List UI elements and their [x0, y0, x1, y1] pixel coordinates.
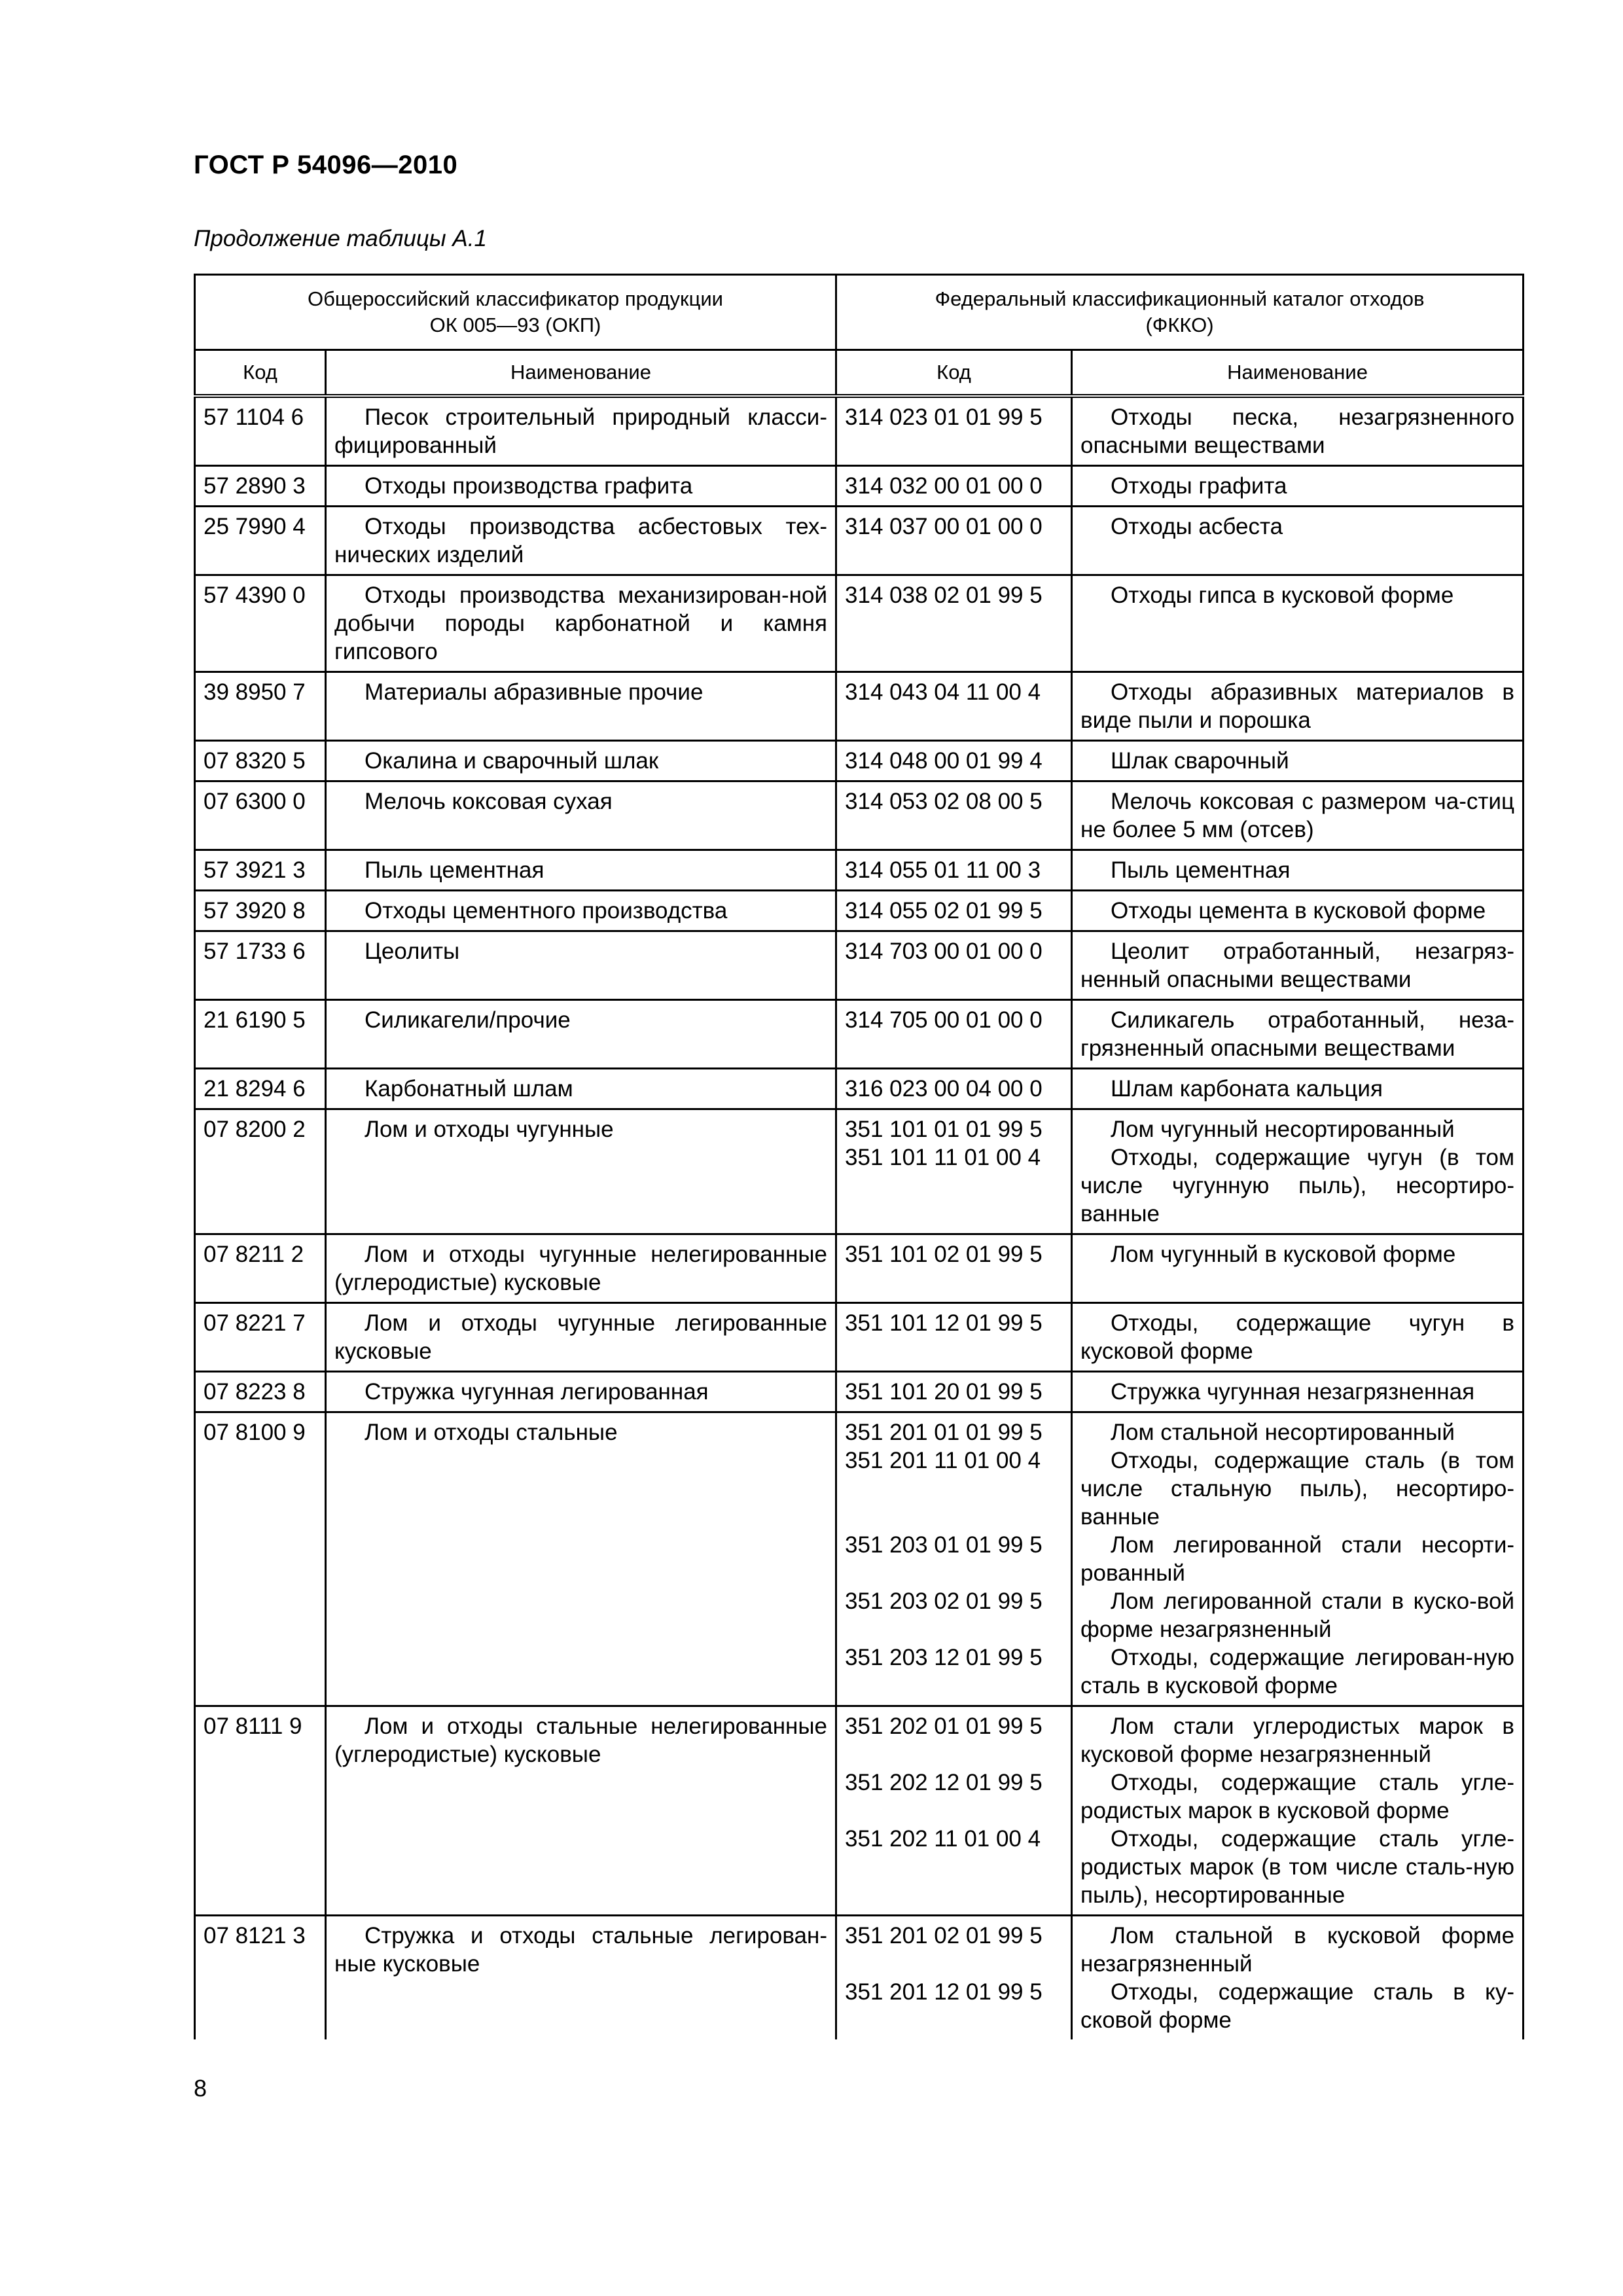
- fkko-code-cell: [836, 931, 1072, 1000]
- fkko-name: Отходы, содержащие сталь угле-родистых марок (в том числе сталь-ную пыль), несортированные: [1080, 1826, 1515, 1908]
- okp-name-cell: Лом и отходы стальные: [326, 1412, 836, 1706]
- fkko-name: Лом легированной стали несорти-рованный: [1080, 1532, 1515, 1586]
- okp-code-cell: 57 4390 0: [195, 575, 326, 672]
- fkko-code-cell: [836, 507, 1072, 575]
- fkko-name-cell: [1072, 396, 1524, 466]
- fkko-name-cell: [1072, 672, 1524, 741]
- fkko-code: 314 038 02 01 99 5: [845, 583, 1043, 608]
- fkko-code: 351 101 20 01 99 5: [845, 1379, 1043, 1405]
- table-row: [195, 1109, 1524, 1234]
- okp-code-cell: 07 8121 3: [195, 1916, 326, 2040]
- col-okp-code: Код: [195, 350, 326, 397]
- fkko-code: 351 202 11 01 00 4: [845, 1826, 1041, 1852]
- table-row: [195, 1000, 1524, 1069]
- okp-name-cell: Пыль цементная: [326, 850, 836, 891]
- fkko-code-cell: [836, 575, 1072, 672]
- fkko-name-cell: [1072, 1706, 1524, 1916]
- fkko-name: Стружка чугунная незагрязненная: [1111, 1379, 1475, 1405]
- okp-name-cell: Цеолиты: [326, 931, 836, 1000]
- col-fkko-code: Код: [836, 350, 1072, 397]
- table-row: [195, 1372, 1524, 1412]
- fkko-name: Лом стальной в кусковой форме незагрязненный: [1080, 1923, 1515, 1977]
- fkko-code-cell: [836, 850, 1072, 891]
- fkko-name-cell: [1072, 1303, 1524, 1372]
- fkko-code: 351 101 02 01 99 5: [845, 1242, 1043, 1267]
- fkko-code: 351 203 12 01 99 5: [845, 1645, 1043, 1670]
- fkko-code: 314 705 00 01 00 0: [845, 1007, 1043, 1033]
- okp-group-header-line1: Общероссийский классификатор продукции: [308, 287, 723, 310]
- fkko-group-header: [836, 275, 1524, 350]
- fkko-code-cell: [836, 781, 1072, 850]
- okp-name-cell: Силикагели/прочие: [326, 1000, 836, 1069]
- fkko-name: Лом чугунный несортированный: [1111, 1117, 1455, 1142]
- fkko-name-cell: [1072, 507, 1524, 575]
- fkko-code: 314 053 02 08 00 5: [845, 789, 1043, 814]
- okp-name-cell: Отходы производства асбестовых тех-нических изделий: [326, 507, 836, 575]
- okp-code-cell: 57 3920 8: [195, 891, 326, 931]
- fkko-code: 351 101 12 01 99 5: [845, 1310, 1043, 1336]
- okp-name-cell: Лом и отходы чугунные нелегированные (углеродистые) кусковые: [326, 1234, 836, 1303]
- table-row: [195, 741, 1524, 781]
- fkko-name: Отходы цемента в кусковой форме: [1111, 898, 1486, 924]
- fkko-code: 351 202 12 01 99 5: [845, 1770, 1043, 1795]
- okp-code-cell: 07 8221 7: [195, 1303, 326, 1372]
- table-row: [195, 1412, 1524, 1706]
- fkko-name: Отходы, содержащие сталь в ку-сковой форме: [1080, 1979, 1515, 2033]
- fkko-code: 351 101 11 01 00 4: [845, 1145, 1041, 1170]
- fkko-code: 351 201 12 01 99 5: [845, 1979, 1043, 2005]
- fkko-code: 314 023 01 01 99 5: [845, 404, 1043, 430]
- fkko-name: Отходы асбеста: [1111, 514, 1283, 539]
- okp-code-cell: 39 8950 7: [195, 672, 326, 741]
- fkko-code: 316 023 00 04 00 0: [845, 1076, 1043, 1102]
- fkko-name-cell: [1072, 741, 1524, 781]
- okp-code-cell: 57 3921 3: [195, 850, 326, 891]
- table-row: [195, 1706, 1524, 1916]
- okp-name-cell: Отходы цементного производства: [326, 891, 836, 931]
- fkko-code-cell: [836, 1234, 1072, 1303]
- okp-name-cell: Материалы абразивные прочие: [326, 672, 836, 741]
- fkko-code-cell: [836, 1069, 1072, 1109]
- fkko-code: 351 201 01 01 99 5: [845, 1420, 1043, 1445]
- fkko-name-cell: [1072, 931, 1524, 1000]
- table-row: [195, 1303, 1524, 1372]
- fkko-name: Отходы, содержащие чугун в кусковой форме: [1080, 1310, 1515, 1364]
- table-row: [195, 1916, 1524, 2040]
- fkko-name-cell: [1072, 1109, 1524, 1234]
- table-continuation-label: Продолжение таблицы А.1: [194, 226, 487, 251]
- okp-code-cell: 07 8211 2: [195, 1234, 326, 1303]
- fkko-code: 314 048 00 01 99 4: [845, 748, 1043, 774]
- fkko-code: 351 101 01 01 99 5: [845, 1117, 1043, 1142]
- fkko-name: Отходы графита: [1111, 473, 1287, 499]
- fkko-code-cell: [836, 1303, 1072, 1372]
- okp-name-cell: Карбонатный шлам: [326, 1069, 836, 1109]
- okp-code-cell: 57 2890 3: [195, 466, 326, 507]
- fkko-code-cell: [836, 1372, 1072, 1412]
- table-row: [195, 891, 1524, 931]
- fkko-code: 314 037 00 01 00 0: [845, 514, 1043, 539]
- document-title: ГОСТ Р 54096—2010: [194, 151, 458, 179]
- fkko-code: 351 203 02 01 99 5: [845, 1588, 1043, 1614]
- fkko-code-cell: [836, 1916, 1072, 2040]
- table-row: [195, 1069, 1524, 1109]
- table-row: [195, 1234, 1524, 1303]
- table-row: [195, 507, 1524, 575]
- fkko-name-cell: [1072, 575, 1524, 672]
- fkko-name: Лом стальной несортированный: [1111, 1420, 1455, 1445]
- col-okp-name: Наименование: [326, 350, 836, 397]
- table-row: [195, 672, 1524, 741]
- fkko-name-cell: [1072, 1372, 1524, 1412]
- fkko-name: Лом легированной стали в куско-вой форме незагрязненный: [1080, 1588, 1515, 1642]
- table-row: [195, 396, 1524, 466]
- okp-code-cell: 57 1733 6: [195, 931, 326, 1000]
- okp-code-cell: 07 8111 9: [195, 1706, 326, 1916]
- okp-code-cell: 25 7990 4: [195, 507, 326, 575]
- fkko-name: Отходы, содержащие сталь (в том числе стальную пыль), несортиро-ванные: [1080, 1448, 1515, 1530]
- okp-code-cell: 07 8223 8: [195, 1372, 326, 1412]
- okp-name-cell: Лом и отходы стальные нелегированные (углеродистые) кусковые: [326, 1706, 836, 1916]
- okp-code-cell: 07 8320 5: [195, 741, 326, 781]
- fkko-group-header-line2: (ФККО): [1145, 314, 1214, 336]
- okp-code-cell: 07 8100 9: [195, 1412, 326, 1706]
- fkko-name-cell: [1072, 850, 1524, 891]
- fkko-name: Отходы песка, незагрязненного опасными веществами: [1080, 404, 1515, 458]
- okp-name-cell: Лом и отходы чугунные легированные кусковые: [326, 1303, 836, 1372]
- fkko-name: Мелочь коксовая с размером ча-стиц не более 5 мм (отсев): [1080, 789, 1515, 842]
- fkko-code-cell: [836, 396, 1072, 466]
- fkko-code: 314 055 01 11 00 3: [845, 857, 1041, 883]
- okp-code-cell: 07 6300 0: [195, 781, 326, 850]
- fkko-code: 351 203 01 01 99 5: [845, 1532, 1043, 1558]
- okp-name-cell: Отходы производства графита: [326, 466, 836, 507]
- table-row: [195, 466, 1524, 507]
- fkko-code-cell: [836, 1109, 1072, 1234]
- fkko-name: Лом стали углеродистых марок в кусковой форме незагрязненный: [1080, 1713, 1515, 1767]
- fkko-name: Цеолит отработанный, незагряз-ненный опасными веществами: [1080, 939, 1515, 992]
- okp-group-header: [195, 275, 836, 350]
- table-row: [195, 850, 1524, 891]
- classification-table: [194, 274, 1524, 2039]
- okp-name-cell: Лом и отходы чугунные: [326, 1109, 836, 1234]
- fkko-code: 351 201 11 01 00 4: [845, 1448, 1041, 1473]
- fkko-code-cell: [836, 891, 1072, 931]
- fkko-name: Отходы, содержащие легирован-ную сталь в кусковой форме: [1080, 1645, 1515, 1698]
- table-body: [195, 396, 1524, 2039]
- fkko-name: Силикагель отработанный, неза-грязненный опасными веществами: [1080, 1007, 1515, 1061]
- okp-name-cell: Мелочь коксовая сухая: [326, 781, 836, 850]
- fkko-code: 314 032 00 01 00 0: [845, 473, 1043, 499]
- fkko-group-header-line1: Федеральный классификационный каталог отходов: [935, 287, 1425, 310]
- okp-code-cell: 57 1104 6: [195, 396, 326, 466]
- fkko-name-cell: [1072, 1069, 1524, 1109]
- table-row: [195, 781, 1524, 850]
- fkko-code: 351 201 02 01 99 5: [845, 1923, 1043, 1948]
- fkko-code-cell: [836, 466, 1072, 507]
- fkko-name-cell: [1072, 1916, 1524, 2040]
- fkko-name: Пыль цементная: [1111, 857, 1291, 883]
- okp-code-cell: 21 8294 6: [195, 1069, 326, 1109]
- fkko-code: 314 055 02 01 99 5: [845, 898, 1043, 924]
- fkko-name: Лом чугунный в кусковой форме: [1111, 1242, 1456, 1267]
- okp-name-cell: Стружка и отходы стальные легирован-ные кусковые: [326, 1916, 836, 2040]
- fkko-code: 314 703 00 01 00 0: [845, 939, 1043, 964]
- fkko-name-cell: [1072, 466, 1524, 507]
- okp-code-cell: 07 8200 2: [195, 1109, 326, 1234]
- okp-name-cell: Песок строительный природный класси-фицированный: [326, 396, 836, 466]
- okp-code-cell: 21 6190 5: [195, 1000, 326, 1069]
- fkko-name-cell: [1072, 891, 1524, 931]
- fkko-name: Отходы, содержащие чугун (в том числе чугунную пыль), несортиро-ванные: [1080, 1145, 1515, 1227]
- col-fkko-name: Наименование: [1072, 350, 1524, 397]
- fkko-name: Отходы абразивных материалов в виде пыли и порошка: [1080, 679, 1515, 733]
- page-number: 8: [194, 2075, 207, 2102]
- okp-group-header-line2: ОК 005—93 (ОКП): [429, 314, 601, 336]
- fkko-code-cell: [836, 741, 1072, 781]
- fkko-name-cell: [1072, 781, 1524, 850]
- fkko-code-cell: [836, 672, 1072, 741]
- fkko-name: Шлам карбоната кальция: [1111, 1076, 1383, 1102]
- fkko-name-cell: [1072, 1412, 1524, 1706]
- okp-name-cell: Стружка чугунная легированная: [326, 1372, 836, 1412]
- fkko-name-cell: [1072, 1234, 1524, 1303]
- fkko-name: Отходы, содержащие сталь угле-родистых марок в кусковой форме: [1080, 1770, 1515, 1823]
- fkko-code: 314 043 04 11 00 4: [845, 679, 1041, 705]
- fkko-code: 351 202 01 01 99 5: [845, 1713, 1043, 1739]
- okp-name-cell: Окалина и сварочный шлак: [326, 741, 836, 781]
- table-row: [195, 575, 1524, 672]
- fkko-name: Отходы гипса в кусковой форме: [1111, 583, 1454, 608]
- fkko-code-cell: [836, 1412, 1072, 1706]
- okp-name-cell: Отходы производства механизирован-ной добычи породы карбонатной и камня гипсового: [326, 575, 836, 672]
- fkko-name-cell: [1072, 1000, 1524, 1069]
- table-row: [195, 931, 1524, 1000]
- fkko-code-cell: [836, 1706, 1072, 1916]
- fkko-name: Шлак сварочный: [1111, 748, 1289, 774]
- fkko-code-cell: [836, 1000, 1072, 1069]
